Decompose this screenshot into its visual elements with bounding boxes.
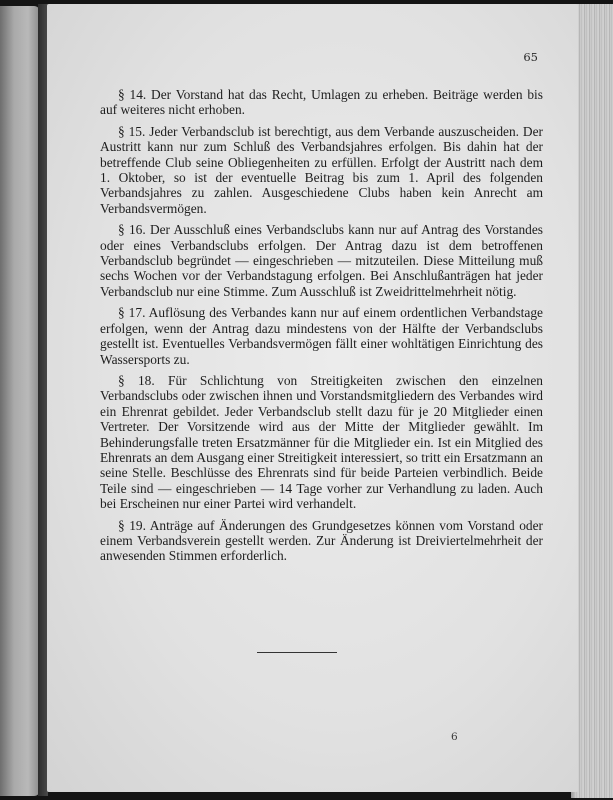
paragraph-section-17: § 17. Auflösung des Verbandes kann nur auf einem ordentlichen Verbandstage erfolgen, wenn der Antrag dazu mindestens von der Hälfte der Verbandsclubs gestellt ist. Eventuelles Verbandsvermögen fällt einer wohltätigen Einrichtung des Wassersports zu. [100,305,543,367]
paragraph-section-19: § 19. Anträge auf Änderungen des Grundgesetzes können vom Vorstand oder einem Verbandsverein gestellt werden. Zur Änderung ist Dreiviertelmehrheit der anwesenden Stimmen erforderlich. [100,517,543,564]
paragraph-section-15: § 15. Jeder Verbandsclub ist berechtigt, aus dem Verbande auszuscheiden. Der Austritt kann nur zum Schluß des Verbandsjahres erfolgen. Bis dahin hat der betreffende Club seine Obliegenheiten zu erfüllen. Erfolgt der Austritt nach dem 1. Oktober, so ist der eventuelle Beitrag bis zum 1. April des folgenden Verbandsjahres zu zahlen. Ausgeschiedene Clubs haben kein Anrecht am Verbandsvermögen. [100,123,543,216]
paragraph-section-16: § 16. Der Ausschluß eines Verbandsclubs kann nur auf Antrag des Vorstandes oder eines Verbandsclubs erfolgen. Der Antrag dazu ist dem betroffenen Verbandsclub begründet — eingeschrieben — mitzuteilen. Diese Mitteilung muß sechs Wochen vor der Verbandstagung erfolgen. Bei Anschlußanträgen hat jeder Verbandsclub nur eine Stimme. Zum Ausschluß ist Zweidrittelmehrheit nötig. [100,222,543,299]
paragraph-section-18: § 18. Für Schlichtung von Streitigkeiten zwischen den einzelnen Verbandsclubs oder zwischen ihnen und Vorstandsmitgliedern des Verbandes wird ein Ehrenrat gebildet. Jeder Verbandsclub stellt dazu für je 20 Mitglieder einen Vertreter. Der Vorsitzende wird aus der Mitte der Mitglieder gewählt. Im Behinderungsfalle treten Ersatzmänner für die Mitglieder ein. Ist ein Mitglied des Ehrenrats an dem Ausgang einer Streitigkeit interessiert, so tritt ein Ersatzmann an seine Stelle. Beschlüsse des Ehrenrats sind für beide Parteien verbindlich. Beide Teile sind — eingeschrieben — 14 Tage vorher zur Verhandlung zu laden. Auch bei Erscheinen nur einer Partei wird verhandelt. [100,372,543,512]
paragraph-section-14: § 14. Der Vorstand hat das Recht, Umlagen zu erheben. Beiträge werden bis auf weiteres nicht erhoben. [100,87,543,118]
signature-mark: 6 [451,731,458,743]
page-number: 65 [523,50,538,64]
right-page-stack [575,4,613,798]
end-rule [257,652,337,653]
body-text [100,87,543,570]
left-page-edge [0,6,40,796]
book-page [47,4,578,792]
